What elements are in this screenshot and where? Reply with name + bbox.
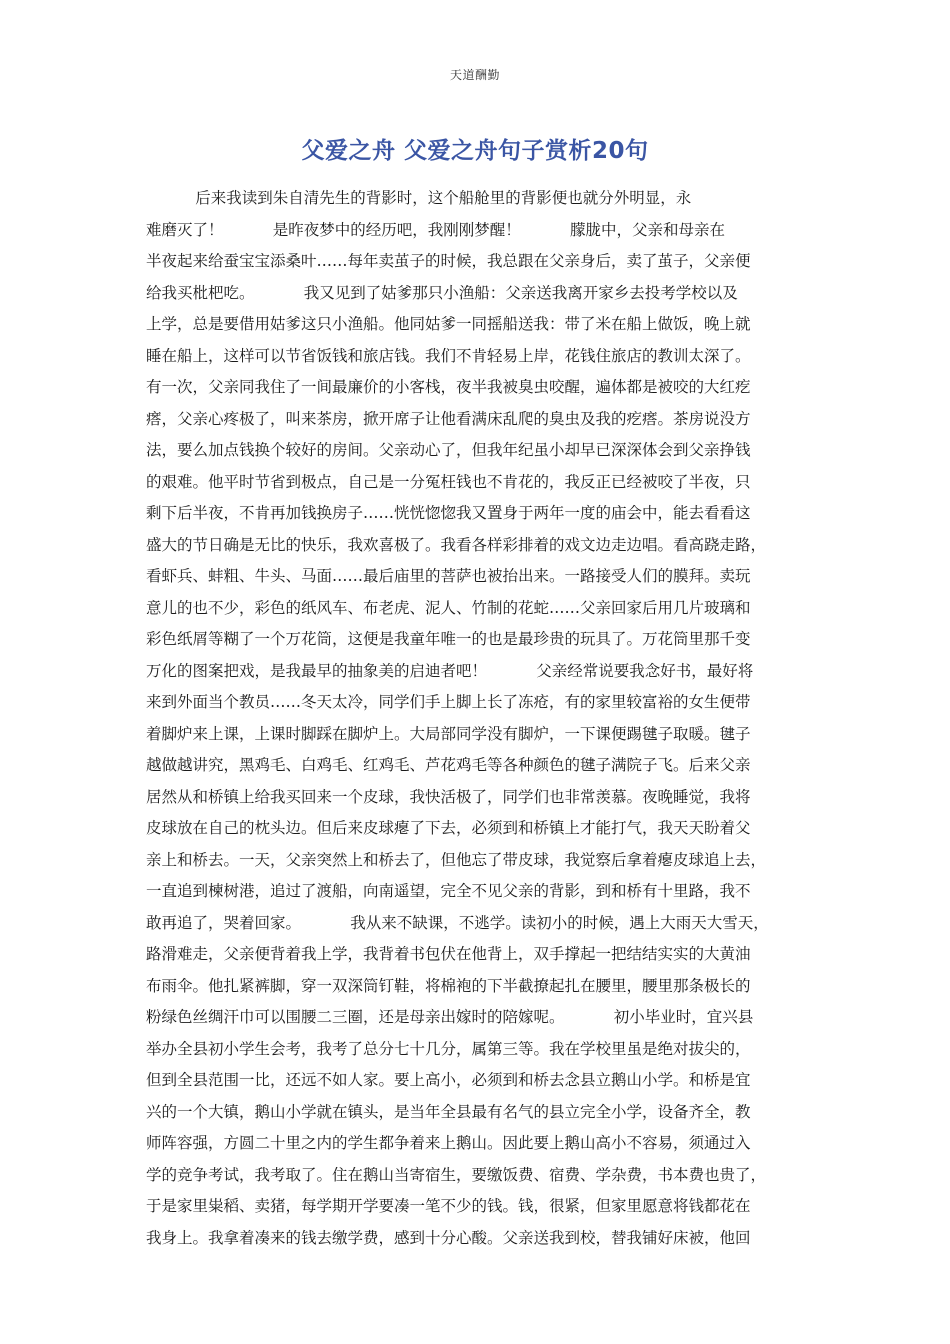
body-line: 的艰难。他平时节省到极点，自己是一分冤枉钱也不肯花的，我反正已经被咬了半夜，只 xyxy=(146,472,751,491)
body-line: 但到全县范围一比，还远不如人家。要上高小，必须到和桥去念县立鹅山小学。和桥是宜 xyxy=(146,1071,751,1089)
body-line: 剩下后半夜，不肯再加钱换房子……恍恍惚惚我又置身于两年一度的庙会中，能去看看这 xyxy=(146,504,751,522)
body-line: 我身上。我拿着凑来的钱去缴学费，感到十分心酸。父亲送我到校，替我铺好床被，他回 xyxy=(146,1228,751,1247)
document-title: 父爱之舟 父爱之舟句子赏析20句 xyxy=(301,138,649,164)
body-line: 难磨灭了！ 是昨夜梦中的经历吧，我刚刚梦醒！ 朦胧中，父亲和母亲在 xyxy=(146,220,726,239)
document-body xyxy=(146,183,810,1254)
body-line: 盛大的节日确是无比的快乐，我欢喜极了。我看各样彩排着的戏文边走边唱。看高跷走路， xyxy=(146,535,767,554)
body-line: 半夜起来给蚕宝宝添桑叶……每年卖茧子的时候，我总跟在父亲身后，卖了茧子，父亲便 xyxy=(146,252,751,270)
body-line: 后来我读到朱自清先生的背影时，这个船舱里的背影便也就分外明显，永 xyxy=(146,189,692,207)
body-line: 兴的一个大镇，鹅山小学就在镇头，是当年全县最有名气的县立完全小学，设备齐全，教 xyxy=(146,1102,751,1121)
body-line: 一直追到楝树港，追过了渡船，向南遥望，完全不见父亲的背影，到和桥有十里路，我不 xyxy=(146,882,751,900)
page-header: 天道酬勤 xyxy=(449,68,500,82)
body-line: 看虾兵、蚌粗、牛头、马面……最后庙里的菩萨也被抬出来。一路接受人们的膜拜。卖玩 xyxy=(146,567,751,585)
body-line: 于是家里粜稻、卖猪，每学期开学要凑一笔不少的钱。钱，很紧，但家里愿意将钱都花在 xyxy=(146,1197,751,1215)
body-line: 彩色纸屑等糊了一个万花筒，这便是我童年唯一的也是最珍贵的玩具了。万花筒里那千变 xyxy=(146,630,751,648)
body-line: 居然从和桥镇上给我买回来一个皮球，我快活极了，同学们也非常羡慕。夜晚睡觉，我将 xyxy=(146,787,751,806)
body-line: 亲上和桥去。一天，父亲突然上和桥去了，但他忘了带皮球，我觉察后拿着瘪皮球追上去， xyxy=(146,850,767,869)
body-line: 有一次，父亲同我住了一间最廉价的小客栈，夜半我被臭虫咬醒，遍体都是被咬的大红疙 xyxy=(146,378,751,396)
body-line: 敢再追了，哭着回家。 我从来不缺课，不逃学。读初小的时候，遇上大雨天大雪天， xyxy=(146,913,769,932)
body-line: 粉绿色丝绸汗巾可以围腰二三圈，还是母亲出嫁时的陪嫁呢。 初小毕业时，宜兴县 xyxy=(146,1008,754,1026)
body-line: 法，要么加点钱换个较好的房间。父亲动心了，但我年纪虽小却早已深深体会到父亲挣钱 xyxy=(146,441,751,459)
body-line: 越做越讲究，黑鸡毛、白鸡毛、红鸡毛、芦花鸡毛等各种颜色的毽子满院子飞。后来父亲 xyxy=(146,756,751,774)
body-line: 举办全县初小学生会考，我考了总分七十几分，属第三等。我在学校里虽是绝对拔尖的， xyxy=(146,1039,751,1058)
body-line: 睡在船上，这样可以节省饭钱和旅店钱。我们不肯轻易上岸，花钱住旅店的教训太深了。 xyxy=(146,346,751,365)
body-line: 学的竞争考试，我考取了。住在鹅山当寄宿生，要缴饭费、宿费、学杂费，书本费也贵了， xyxy=(146,1165,767,1184)
body-line: 布雨伞。他扎紧裤脚，穿一双深筒钉鞋，将棉袍的下半截撩起扎在腰里，腰里那条极长的 xyxy=(146,976,751,995)
body-line: 万化的图案把戏，是我最早的抽象美的启迪者吧！ 父亲经常说要我念好书，最好将 xyxy=(146,661,754,680)
body-line: 瘩，父亲心疼极了，叫来茶房，掀开席子让他看满床乱爬的臭虫及我的疙瘩。茶房说没方 xyxy=(146,409,751,428)
body-line: 着脚炉来上课，上课时脚踩在脚炉上。大局部同学没有脚炉，一下课便踢毽子取暖。毽子 xyxy=(146,724,751,743)
body-line: 路滑难走，父亲便背着我上学，我背着书包伏在他背上，双手撑起一把结结实实的大黄油 xyxy=(146,945,751,963)
body-line: 给我买枇杷吃。 我又见到了姑爹那只小渔船：父亲送我离开家乡去投考学校以及 xyxy=(146,283,738,302)
body-line: 意儿的也不少，彩色的纸风车、布老虎、泥人、竹制的花蛇……父亲回家后用几片玻璃和 xyxy=(146,598,751,617)
body-line: 来到外面当个教员……冬天太冷，同学们手上脚上长了冻疮，有的家里较富裕的女生便带 xyxy=(146,693,751,711)
body-line: 师阵容强，方圆二十里之内的学生都争着来上鹅山。因此要上鹅山高小不容易，须通过入 xyxy=(146,1134,751,1152)
body-line: 皮球放在自己的枕头边。但后来皮球瘪了下去，必须到和桥镇上才能打气，我天天盼着父 xyxy=(146,819,751,837)
body-line: 上学，总是要借用姑爹这只小渔船。他同姑爹一同摇船送我：带了米在船上做饭，晚上就 xyxy=(146,315,751,333)
